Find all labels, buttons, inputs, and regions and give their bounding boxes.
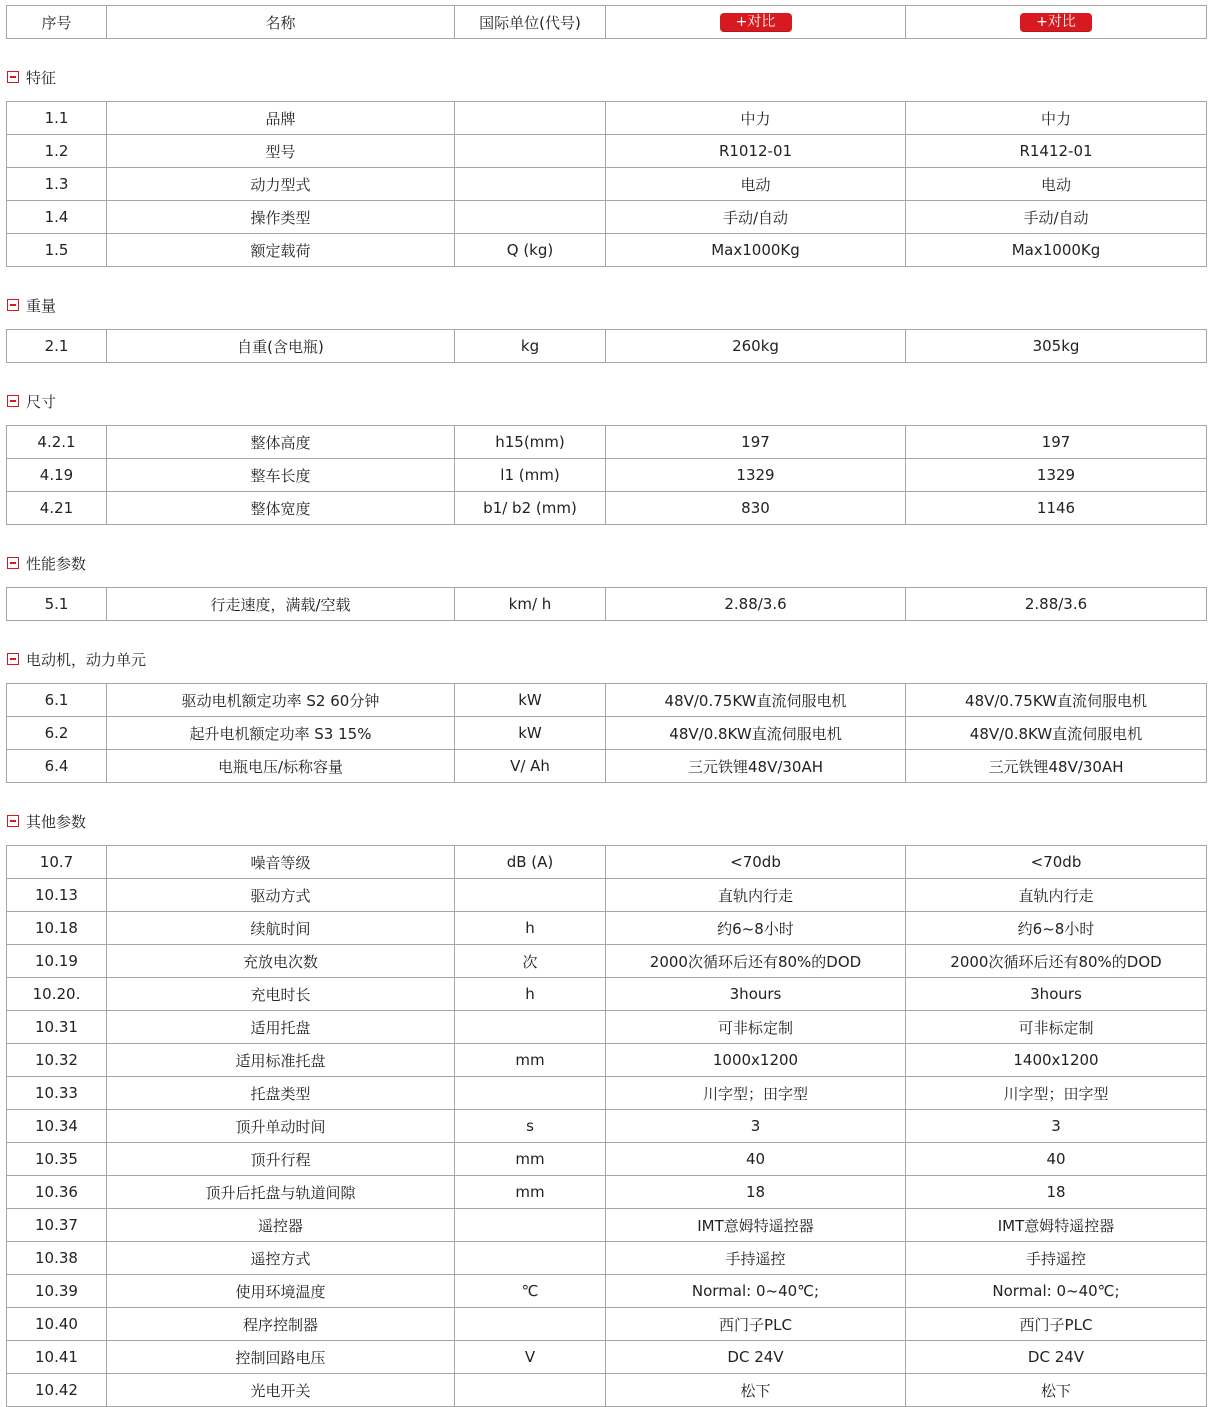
- row-value-1: 1000x1200: [606, 1044, 906, 1077]
- row-value-2: IMT意姆特遥控器: [906, 1209, 1207, 1242]
- section-header: [6, 621, 1206, 683]
- row-index: 4.2.1: [7, 426, 107, 459]
- row-value-1: <70db: [606, 846, 906, 879]
- row-unit: [455, 1077, 606, 1110]
- row-value-2: R1412-01: [906, 135, 1207, 168]
- row-index: 4.19: [7, 459, 107, 492]
- section-table: [6, 587, 1207, 621]
- row-index: 5.1: [7, 588, 107, 621]
- table-row: [7, 492, 1207, 525]
- row-name: 遥控器: [107, 1209, 455, 1242]
- row-value-1: 197: [606, 426, 906, 459]
- row-unit: h: [455, 978, 606, 1011]
- row-name: 整车长度: [107, 459, 455, 492]
- row-value-1: 48V/0.75KW直流伺服电机: [606, 684, 906, 717]
- row-value-1: IMT意姆特遥控器: [606, 1209, 906, 1242]
- section-header: [6, 783, 1206, 845]
- table-row: [7, 912, 1207, 945]
- row-name: 充放电次数: [107, 945, 455, 978]
- row-index: 10.35: [7, 1143, 107, 1176]
- table-row: [7, 717, 1207, 750]
- row-unit: s: [455, 1110, 606, 1143]
- collapse-icon[interactable]: [7, 299, 19, 311]
- row-name: 电瓶电压/标称容量: [107, 750, 455, 783]
- row-index: 6.4: [7, 750, 107, 783]
- table-row: [7, 1242, 1207, 1275]
- row-value-2: 40: [906, 1143, 1207, 1176]
- section-table: [6, 101, 1207, 267]
- row-value-2: Max1000Kg: [906, 234, 1207, 267]
- row-index: 10.42: [7, 1374, 107, 1407]
- row-name: 驱动电机额定功率 S2 60分钟: [107, 684, 455, 717]
- row-value-2: 18: [906, 1176, 1207, 1209]
- row-name: 充电时长: [107, 978, 455, 1011]
- row-unit: [455, 1011, 606, 1044]
- row-name: 适用托盘: [107, 1011, 455, 1044]
- row-value-2: 三元铁锂48V/30AH: [906, 750, 1207, 783]
- row-index: 4.21: [7, 492, 107, 525]
- table-row: [7, 426, 1207, 459]
- row-value-2: 1329: [906, 459, 1207, 492]
- table-row: [7, 684, 1207, 717]
- row-name: 适用标准托盘: [107, 1044, 455, 1077]
- section-title: 尺寸: [26, 393, 57, 411]
- section-table: [6, 425, 1207, 525]
- row-name: 自重(含电瓶): [107, 330, 455, 363]
- collapse-icon[interactable]: [7, 557, 19, 569]
- row-value-2: 电动: [906, 168, 1207, 201]
- row-index: 10.39: [7, 1275, 107, 1308]
- row-value-1: Normal: 0~40℃;: [606, 1275, 906, 1308]
- row-value-1: 18: [606, 1176, 906, 1209]
- row-unit: mm: [455, 1176, 606, 1209]
- row-value-1: 3hours: [606, 978, 906, 1011]
- row-unit: [455, 102, 606, 135]
- table-row: [7, 846, 1207, 879]
- row-name: 顶升后托盘与轨道间隙: [107, 1176, 455, 1209]
- section-table: [6, 329, 1207, 363]
- table-row: [7, 1011, 1207, 1044]
- row-value-2: 197: [906, 426, 1207, 459]
- row-name: 顶升单动时间: [107, 1110, 455, 1143]
- row-value-1: Max1000Kg: [606, 234, 906, 267]
- row-unit: kW: [455, 717, 606, 750]
- row-index: 10.40: [7, 1308, 107, 1341]
- row-name: 品牌: [107, 102, 455, 135]
- row-name: 型号: [107, 135, 455, 168]
- row-value-2: 48V/0.75KW直流伺服电机: [906, 684, 1207, 717]
- section-table: [6, 845, 1207, 1407]
- header-index: 序号: [7, 6, 107, 39]
- row-name: 动力型式: [107, 168, 455, 201]
- table-row: [7, 1275, 1207, 1308]
- table-row: [7, 1143, 1207, 1176]
- table-row: [7, 1308, 1207, 1341]
- row-index: 10.31: [7, 1011, 107, 1044]
- row-value-2: 3: [906, 1110, 1207, 1143]
- section-header: [6, 525, 1206, 587]
- row-value-1: 260kg: [606, 330, 906, 363]
- row-index: 10.37: [7, 1209, 107, 1242]
- row-index: 10.7: [7, 846, 107, 879]
- row-unit: [455, 135, 606, 168]
- row-unit: Q (kg): [455, 234, 606, 267]
- table-row: [7, 201, 1207, 234]
- row-unit: V/ Ah: [455, 750, 606, 783]
- table-row: [7, 1209, 1207, 1242]
- spec-comparison: [6, 5, 1206, 1407]
- header-name: 名称: [107, 6, 455, 39]
- row-index: 10.38: [7, 1242, 107, 1275]
- header-unit: 国际单位(代号): [455, 6, 606, 39]
- collapse-icon[interactable]: [7, 815, 19, 827]
- row-value-1: 1329: [606, 459, 906, 492]
- row-value-1: 48V/0.8KW直流伺服电机: [606, 717, 906, 750]
- section-header: [6, 363, 1206, 425]
- collapse-icon[interactable]: [7, 71, 19, 83]
- section-table: [6, 683, 1207, 783]
- row-value-1: 手动/自动: [606, 201, 906, 234]
- row-index: 10.18: [7, 912, 107, 945]
- table-row: [7, 330, 1207, 363]
- row-unit: 次: [455, 945, 606, 978]
- row-value-2: 48V/0.8KW直流伺服电机: [906, 717, 1207, 750]
- row-value-1: 40: [606, 1143, 906, 1176]
- row-unit: kg: [455, 330, 606, 363]
- row-value-1: 三元铁锂48V/30AH: [606, 750, 906, 783]
- row-value-2: 松下: [906, 1374, 1207, 1407]
- row-unit: [455, 1209, 606, 1242]
- row-name: 托盘类型: [107, 1077, 455, 1110]
- row-unit: [455, 1374, 606, 1407]
- compare-button-2[interactable]: +对比: [1020, 13, 1092, 32]
- table-row: [7, 945, 1207, 978]
- row-name: 噪音等级: [107, 846, 455, 879]
- row-name: 顶升行程: [107, 1143, 455, 1176]
- table-row: [7, 750, 1207, 783]
- row-index: 1.1: [7, 102, 107, 135]
- row-value-1: 川字型；田字型: [606, 1077, 906, 1110]
- row-name: 操作类型: [107, 201, 455, 234]
- row-unit: h15(mm): [455, 426, 606, 459]
- table-row: [7, 1341, 1207, 1374]
- table-row: [7, 459, 1207, 492]
- row-value-2: Normal: 0~40℃;: [906, 1275, 1207, 1308]
- row-value-2: 约6~8小时: [906, 912, 1207, 945]
- row-index: 6.2: [7, 717, 107, 750]
- row-index: 10.20.: [7, 978, 107, 1011]
- table-row: [7, 1374, 1207, 1407]
- row-name: 驱动方式: [107, 879, 455, 912]
- table-row: [7, 168, 1207, 201]
- row-value-1: 西门子PLC: [606, 1308, 906, 1341]
- row-value-2: 305kg: [906, 330, 1207, 363]
- section-title: 性能参数: [26, 555, 87, 573]
- row-index: 1.2: [7, 135, 107, 168]
- row-unit: km/ h: [455, 588, 606, 621]
- row-value-1: 电动: [606, 168, 906, 201]
- section-title: 重量: [26, 297, 57, 315]
- section-title: 其他参数: [26, 813, 87, 831]
- sections-container: [6, 39, 1206, 1407]
- table-row: [7, 978, 1207, 1011]
- header-table: [6, 5, 1207, 39]
- row-name: 使用环境温度: [107, 1275, 455, 1308]
- row-index: 1.4: [7, 201, 107, 234]
- row-unit: [455, 879, 606, 912]
- row-value-2: 3hours: [906, 978, 1207, 1011]
- row-index: 1.5: [7, 234, 107, 267]
- row-index: 10.32: [7, 1044, 107, 1077]
- row-value-2: 川字型；田字型: [906, 1077, 1207, 1110]
- compare-button-1[interactable]: +对比: [720, 13, 792, 32]
- row-index: 10.33: [7, 1077, 107, 1110]
- section-header: [6, 267, 1206, 329]
- collapse-icon[interactable]: [7, 395, 19, 407]
- row-value-2: 西门子PLC: [906, 1308, 1207, 1341]
- row-unit: [455, 1242, 606, 1275]
- row-index: 6.1: [7, 684, 107, 717]
- table-row: [7, 135, 1207, 168]
- row-value-2: 手持遥控: [906, 1242, 1207, 1275]
- section-title: 电动机，动力单元: [26, 651, 147, 669]
- row-value-1: R1012-01: [606, 135, 906, 168]
- table-row: [7, 879, 1207, 912]
- row-value-1: 2000次循环后还有80%的DOD: [606, 945, 906, 978]
- row-value-1: 手持遥控: [606, 1242, 906, 1275]
- row-unit: kW: [455, 684, 606, 717]
- table-row: [7, 588, 1207, 621]
- header-compare-cell-1: [606, 6, 906, 39]
- table-row: [7, 1176, 1207, 1209]
- row-index: 1.3: [7, 168, 107, 201]
- row-value-2: 2000次循环后还有80%的DOD: [906, 945, 1207, 978]
- row-unit: dB (A): [455, 846, 606, 879]
- row-value-2: 可非标定制: [906, 1011, 1207, 1044]
- row-unit: h: [455, 912, 606, 945]
- section-header: [6, 39, 1206, 101]
- row-name: 控制回路电压: [107, 1341, 455, 1374]
- row-value-1: 松下: [606, 1374, 906, 1407]
- row-name: 额定载荷: [107, 234, 455, 267]
- row-unit: [455, 201, 606, 234]
- row-index: 10.34: [7, 1110, 107, 1143]
- row-value-2: DC 24V: [906, 1341, 1207, 1374]
- row-name: 行走速度，满载/空载: [107, 588, 455, 621]
- row-unit: ℃: [455, 1275, 606, 1308]
- row-index: 10.36: [7, 1176, 107, 1209]
- table-row: [7, 102, 1207, 135]
- row-value-2: <70db: [906, 846, 1207, 879]
- row-unit: [455, 168, 606, 201]
- row-index: 2.1: [7, 330, 107, 363]
- row-value-1: DC 24V: [606, 1341, 906, 1374]
- table-row: [7, 1077, 1207, 1110]
- header-row: [7, 6, 1207, 39]
- row-index: 10.19: [7, 945, 107, 978]
- row-name: 程序控制器: [107, 1308, 455, 1341]
- table-row: [7, 1044, 1207, 1077]
- row-value-2: 1400x1200: [906, 1044, 1207, 1077]
- table-row: [7, 1110, 1207, 1143]
- row-unit: mm: [455, 1143, 606, 1176]
- collapse-icon[interactable]: [7, 653, 19, 665]
- row-unit: V: [455, 1341, 606, 1374]
- row-index: 10.41: [7, 1341, 107, 1374]
- row-name: 起升电机额定功率 S3 15%: [107, 717, 455, 750]
- row-value-2: 2.88/3.6: [906, 588, 1207, 621]
- header-compare-cell-2: [906, 6, 1207, 39]
- table-row: [7, 234, 1207, 267]
- row-name: 整体宽度: [107, 492, 455, 525]
- row-value-1: 3: [606, 1110, 906, 1143]
- row-value-2: 中力: [906, 102, 1207, 135]
- row-value-1: 830: [606, 492, 906, 525]
- row-value-2: 直轨内行走: [906, 879, 1207, 912]
- row-unit: [455, 1308, 606, 1341]
- row-name: 遥控方式: [107, 1242, 455, 1275]
- section-title: 特征: [26, 69, 57, 87]
- row-value-1: 中力: [606, 102, 906, 135]
- row-value-2: 1146: [906, 492, 1207, 525]
- row-value-1: 直轨内行走: [606, 879, 906, 912]
- row-name: 整体高度: [107, 426, 455, 459]
- row-value-1: 约6~8小时: [606, 912, 906, 945]
- row-name: 光电开关: [107, 1374, 455, 1407]
- row-unit: b1/ b2 (mm): [455, 492, 606, 525]
- row-unit: mm: [455, 1044, 606, 1077]
- row-name: 续航时间: [107, 912, 455, 945]
- row-unit: l1 (mm): [455, 459, 606, 492]
- row-value-2: 手动/自动: [906, 201, 1207, 234]
- row-index: 10.13: [7, 879, 107, 912]
- row-value-1: 可非标定制: [606, 1011, 906, 1044]
- row-value-1: 2.88/3.6: [606, 588, 906, 621]
